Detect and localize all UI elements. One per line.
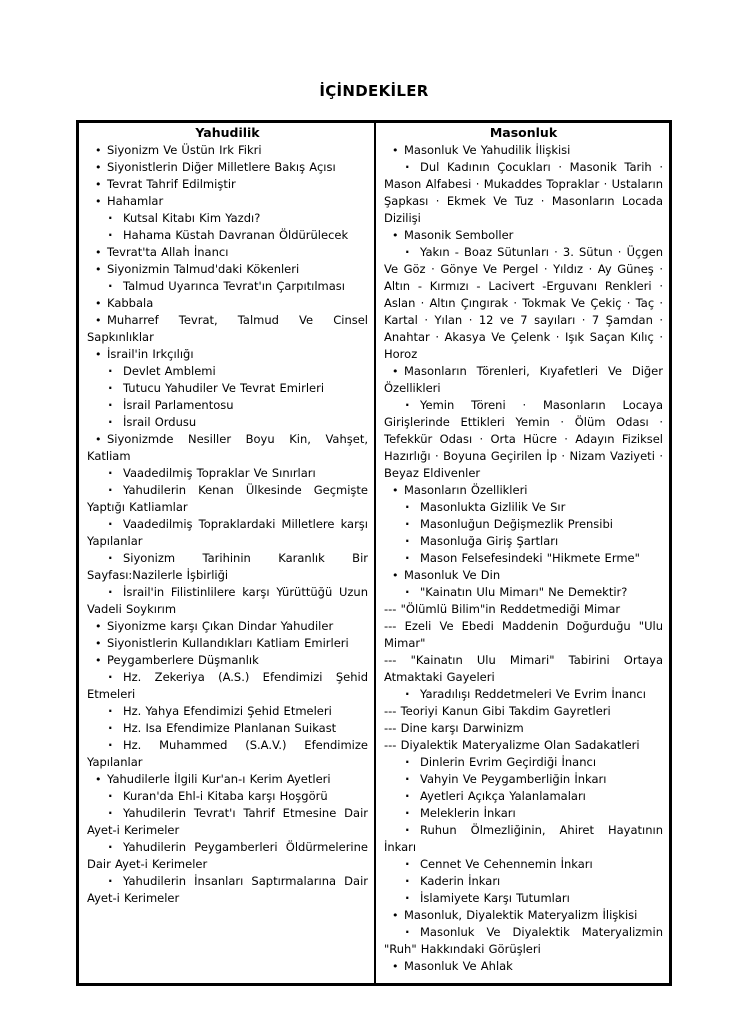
sub-bullet-icon: · <box>405 398 410 412</box>
toc-item <box>384 142 663 159</box>
toc-item-text: --- Ezeli Ve Ebedi Maddenin Doğurduğu "Ulu Mimar" <box>384 619 663 650</box>
toc-item <box>87 516 368 550</box>
sub-bullet-icon: · <box>108 840 113 854</box>
bullet-icon: • <box>95 433 102 446</box>
sub-bullet-icon: · <box>108 585 113 599</box>
toc-item-text: Masonluk Ve Ahlak <box>404 959 513 973</box>
sub-bullet-icon: · <box>405 925 410 939</box>
sub-bullet-icon: · <box>405 823 410 837</box>
toc-item-text: Tevrat'ta Allah İnancı <box>107 245 229 259</box>
sub-bullet-icon: · <box>108 483 113 497</box>
toc-item <box>384 397 663 482</box>
toc-item <box>87 210 368 227</box>
toc-item <box>384 601 663 618</box>
sub-bullet-icon: · <box>405 755 410 769</box>
toc-item-text: Yaradılışı Reddetmeleri Ve Evrim İnancı <box>420 687 646 701</box>
sub-bullet-icon: · <box>405 500 410 514</box>
toc-item-text: Yemin Töreni · Masonların Locaya Girişlerinde Ettikleri Yemin · Ölüm Odası · Tefekkür Odası · Orta Hücre · Adayın Fiziksel Hazırlığı · Boyuna Geçirilen İp · Nizam Vaziyeti · Beyaz Eldivenler <box>384 398 663 480</box>
toc-item-text: --- "Ölümlü Bilim"in Reddetmediği Mimar <box>384 602 621 616</box>
toc-item-text: Masonluğa Giriş Şartları <box>420 534 559 548</box>
toc-item <box>87 397 368 414</box>
toc-table <box>76 120 672 986</box>
toc-item <box>384 771 663 788</box>
toc-item-text: Yahudilerin İnsanları Saptırmalarına Dair Ayet-i Kerimeler <box>87 874 368 905</box>
toc-item <box>384 788 663 805</box>
toc-item-text: Vaadedilmiş Topraklar Ve Sınırları <box>123 466 316 480</box>
toc-item-text: Cennet Ve Cehennemin İnkarı <box>420 857 593 871</box>
toc-item <box>87 805 368 839</box>
sub-bullet-icon: · <box>108 670 113 684</box>
toc-item-text: Kutsal Kitabı Kim Yazdı? <box>123 211 261 225</box>
toc-item-text: Kabbala <box>107 296 154 310</box>
sub-bullet-icon: · <box>108 398 113 412</box>
toc-item <box>384 907 663 924</box>
toc-item <box>87 414 368 431</box>
bullet-icon: • <box>392 365 399 378</box>
toc-item-text: "Kainatın Ulu Mimarı" Ne Demektir? <box>420 585 628 599</box>
bullet-icon: • <box>95 620 102 633</box>
toc-item <box>384 686 663 703</box>
sub-bullet-icon: · <box>405 245 410 259</box>
toc-item <box>384 550 663 567</box>
toc-item <box>87 550 368 584</box>
bullet-icon: • <box>95 297 102 310</box>
toc-item <box>384 890 663 907</box>
bullet-icon: • <box>95 161 102 174</box>
sub-bullet-icon: · <box>108 364 113 378</box>
bullet-icon: • <box>95 348 102 361</box>
toc-item <box>87 363 368 380</box>
toc-item-text: Yahudilerin Kenan Ülkesinde Geçmişte Yaptığı Katliamlar <box>87 483 368 514</box>
toc-item <box>87 312 368 346</box>
toc-item <box>87 839 368 873</box>
toc-item-text: Talmud Uyarınca Tevrat'ın Çarpıtılması <box>123 279 345 293</box>
toc-item <box>87 618 368 635</box>
toc-item <box>87 142 368 159</box>
toc-item-text: Vahyin Ve Peygamberliğin İnkarı <box>420 772 607 786</box>
page-title: İÇİNDEKİLER <box>319 82 429 100</box>
toc-item <box>384 924 663 958</box>
toc-item-text: Dinlerin Evrim Geçirdiği İnancı <box>420 755 597 769</box>
toc-item <box>87 244 368 261</box>
sub-bullet-icon: · <box>108 279 113 293</box>
toc-item <box>384 482 663 499</box>
toc-item <box>87 652 368 669</box>
bullet-icon: • <box>95 637 102 650</box>
toc-item <box>87 431 368 465</box>
toc-item <box>87 465 368 482</box>
toc-item <box>87 737 368 771</box>
toc-item-text: Siyonizm Tarihinin Karanlık Bir Sayfası:Nazilerle İşbirliği <box>87 551 368 582</box>
toc-item <box>87 227 368 244</box>
bullet-icon: • <box>95 246 102 259</box>
bullet-icon: • <box>392 144 399 157</box>
toc-item-text: Hahamlar <box>107 194 164 208</box>
bullet-icon: • <box>95 195 102 208</box>
toc-item <box>384 618 663 652</box>
toc-item-text: Hz. Muhammed (S.A.V.) Efendimize Yapılanlar <box>87 738 368 769</box>
toc-item-text: Masonluk Ve Yahudilik İlişkisi <box>404 143 571 157</box>
toc-item <box>384 703 663 720</box>
column-masonluk <box>374 123 669 983</box>
toc-item <box>87 295 368 312</box>
sub-bullet-icon: · <box>405 534 410 548</box>
toc-item-text: Masonluk Ve Diyalektik Materyalizmin "Ruh" Hakkındaki Görüşleri <box>384 925 663 956</box>
toc-item-text: Masonların Özellikleri <box>404 483 528 497</box>
toc-item <box>87 873 368 907</box>
sub-bullet-icon: · <box>405 772 410 786</box>
sub-bullet-icon: · <box>405 857 410 871</box>
toc-item <box>384 227 663 244</box>
bullet-icon: • <box>392 960 399 973</box>
toc-item <box>384 244 663 363</box>
toc-item-text: Mason Felsefesindeki "Hikmete Erme" <box>420 551 640 565</box>
sub-bullet-icon: · <box>108 211 113 225</box>
toc-item <box>87 346 368 363</box>
toc-item-text: Siyonistlerin Kullandıkları Katliam Emirleri <box>107 636 349 650</box>
toc-item <box>87 584 368 618</box>
toc-item <box>87 380 368 397</box>
sub-bullet-icon: · <box>108 466 113 480</box>
toc-item-text: Tevrat Tahrif Edilmiştir <box>107 177 236 191</box>
toc-item-text: Masonluk, Diyalektik Materyalizm İlişkisi <box>404 908 638 922</box>
toc-item-text: İsrail'in Filistinlilere karşı Yürüttüğü Uzun Vadeli Soykırım <box>87 585 368 616</box>
toc-item <box>87 261 368 278</box>
toc-item-text: Siyonizmde Nesiller Boyu Kin, Vahşet, Katliam <box>87 432 368 463</box>
toc-item <box>384 567 663 584</box>
bullet-icon: • <box>392 569 399 582</box>
toc-item <box>384 754 663 771</box>
toc-item-text: Masonların Törenleri, Kıyafetleri Ve Diğer Özellikleri <box>384 364 663 395</box>
toc-item <box>384 499 663 516</box>
toc-item <box>384 516 663 533</box>
toc-item <box>384 584 663 601</box>
toc-item-text: Dul Kadının Çocukları · Masonik Tarih · Mason Alfabesi · Mukaddes Topraklar · Ustaların Şapkası · Ekmek Ve Tuz · Masonların Locada Dizilişi <box>384 160 663 225</box>
sub-bullet-icon: · <box>405 517 410 531</box>
column-header-masonluk: Masonluk <box>489 125 558 140</box>
toc-item-text: Muharref Tevrat, Talmud Ve Cinsel Sapkınlıklar <box>87 313 368 344</box>
sub-bullet-icon: · <box>108 789 113 803</box>
toc-item-text: Yahudilerin Peygamberleri Öldürmelerine Dair Ayet-i Kerimeler <box>87 840 368 871</box>
toc-item <box>384 720 663 737</box>
toc-item-text: --- Teoriyi Kanun Gibi Takdim Gayretleri <box>384 704 611 718</box>
toc-item-text: Peygamberlere Düşmanlık <box>107 653 259 667</box>
toc-item-text: Masonluk Ve Din <box>404 568 501 582</box>
toc-item <box>384 873 663 890</box>
toc-item-text: İsrail Ordusu <box>123 415 197 429</box>
toc-item-text: Siyonizm Ve Üstün Irk Fikri <box>107 143 262 157</box>
sub-bullet-icon: · <box>108 721 113 735</box>
bullet-icon: • <box>95 654 102 667</box>
item-list-masonluk <box>384 142 663 975</box>
toc-item <box>87 193 368 210</box>
toc-item-text: Hahama Küstah Davranan Öldürülecek <box>123 228 349 242</box>
bullet-icon: • <box>392 484 399 497</box>
sub-bullet-icon: · <box>108 874 113 888</box>
toc-item-text: İsrail Parlamentosu <box>123 398 234 412</box>
toc-item-text: İslamiyete Karşı Tutumları <box>420 891 570 905</box>
toc-item-text: Ayetleri Açıkça Yalanlamaları <box>420 789 586 803</box>
toc-item-text: Ruhun Ölmezliğinin, Ahiret Hayatının İnkarı <box>384 823 663 854</box>
sub-bullet-icon: · <box>108 381 113 395</box>
sub-bullet-icon: · <box>108 806 113 820</box>
column-yahudilik <box>79 123 374 983</box>
toc-item <box>384 737 663 754</box>
toc-item-text: Siyonizmin Talmud'daki Kökenleri <box>107 262 300 276</box>
toc-item <box>87 788 368 805</box>
bullet-icon: • <box>95 314 102 327</box>
toc-item <box>384 822 663 856</box>
toc-item <box>87 482 368 516</box>
toc-item-text: Meleklerin İnkarı <box>420 806 516 820</box>
toc-item-text: İsrail'in Irkçılığı <box>107 347 194 361</box>
toc-item-text: Masonik Semboller <box>404 228 514 242</box>
sub-bullet-icon: · <box>108 704 113 718</box>
toc-item-text: Masonluğun Değişmezlik Prensibi <box>420 517 613 531</box>
toc-item-text: Kaderin İnkarı <box>420 874 501 888</box>
toc-item <box>384 805 663 822</box>
toc-item <box>87 720 368 737</box>
sub-bullet-icon: · <box>405 806 410 820</box>
toc-item <box>87 635 368 652</box>
toc-item <box>87 771 368 788</box>
sub-bullet-icon: · <box>405 160 410 174</box>
sub-bullet-icon: · <box>405 687 410 701</box>
sub-bullet-icon: · <box>405 874 410 888</box>
toc-item <box>384 958 663 975</box>
toc-item-text: Kuran'da Ehl-i Kitaba karşı Hoşgörü <box>123 789 328 803</box>
toc-item-text: Yahudilerle İlgili Kur'an-ı Kerim Ayetleri <box>107 772 331 786</box>
toc-item-text: Yahudilerin Tevrat'ı Tahrif Etmesine Dair Ayet-i Kerimeler <box>87 806 368 837</box>
sub-bullet-icon: · <box>405 789 410 803</box>
toc-item <box>384 856 663 873</box>
bullet-icon: • <box>95 263 102 276</box>
toc-item-text: Vaadedilmiş Topraklardaki Milletlere karşı Yapılanlar <box>87 517 368 548</box>
sub-bullet-icon: · <box>108 228 113 242</box>
sub-bullet-icon: · <box>108 551 113 565</box>
sub-bullet-icon: · <box>108 738 113 752</box>
toc-item-text: Masonlukta Gizlilik Ve Sır <box>420 500 566 514</box>
toc-item <box>384 533 663 550</box>
item-list-yahudilik <box>87 142 368 907</box>
sub-bullet-icon: · <box>405 585 410 599</box>
bullet-icon: • <box>392 229 399 242</box>
toc-item-text: --- "Kainatın Ulu Mimari" Tabirini Ortaya Atmaktaki Gayeleri <box>384 653 663 684</box>
toc-item <box>87 176 368 193</box>
toc-item <box>87 669 368 703</box>
toc-item <box>384 652 663 686</box>
toc-item <box>87 703 368 720</box>
toc-item <box>87 159 368 176</box>
toc-item <box>384 159 663 227</box>
toc-item-text: --- Dine karşı Darwinizm <box>384 721 524 735</box>
sub-bullet-icon: · <box>108 415 113 429</box>
column-header-yahudilik: Yahudilik <box>195 125 260 140</box>
bullet-icon: • <box>95 144 102 157</box>
sub-bullet-icon: · <box>405 551 410 565</box>
bullet-icon: • <box>95 773 102 786</box>
toc-item-text: Siyonizme karşı Çıkan Dindar Yahudiler <box>107 619 334 633</box>
bullet-icon: • <box>392 909 399 922</box>
toc-item-text: --- Diyalektik Materyalizme Olan Sadakatleri <box>384 738 640 752</box>
toc-item-text: Hz. Zekeriya (A.S.) Efendimizi Şehid Etmeleri <box>87 670 368 701</box>
toc-item-text: Tutucu Yahudiler Ve Tevrat Emirleri <box>123 381 325 395</box>
sub-bullet-icon: · <box>108 517 113 531</box>
toc-item-text: Hz. Isa Efendimize Planlanan Suikast <box>123 721 337 735</box>
toc-item <box>384 363 663 397</box>
toc-item <box>87 278 368 295</box>
sub-bullet-icon: · <box>405 891 410 905</box>
bullet-icon: • <box>95 178 102 191</box>
toc-item-text: Devlet Amblemi <box>123 364 216 378</box>
toc-item-text: Hz. Yahya Efendimizi Şehid Etmeleri <box>123 704 332 718</box>
toc-item-text: Siyonistlerin Diğer Milletlere Bakış Açısı <box>107 160 336 174</box>
toc-item-text: Yakın - Boaz Sütunları · 3. Sütun · Üçgen Ve Göz · Gönye Ve Pergel · Yıldız · Ay Güneş · Altın - Kırmızı - Lacivert -Erguvanı Renkleri · Aslan · Altın Çıngırak · Tokmak Ve Çekiç · Taç · Kartal · Yılan · 12 ve 7 sayıları · 7 Şamdan · Anahtar · Akasya Ve Çelenk · Işık Saçan Kılıç · Horoz <box>384 245 663 361</box>
